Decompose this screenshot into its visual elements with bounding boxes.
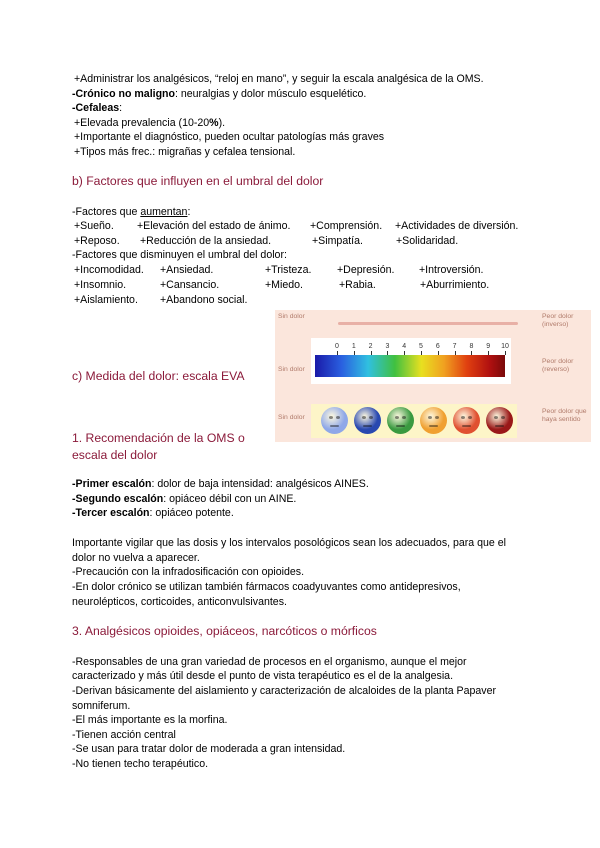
text-line bbox=[72, 101, 122, 115]
text-line: caracterizado y más útil desde el punto de vista terapéutico es el de la analgesia. bbox=[72, 670, 454, 682]
text-span: ). bbox=[218, 117, 226, 129]
factor-item: +Comprensión. bbox=[310, 220, 383, 232]
factor-item: +Elevación del estado de ánimo. bbox=[137, 220, 291, 232]
text-line: -Factores que disminuyen el umbral del dolor: bbox=[72, 249, 287, 261]
pain-face-icon bbox=[321, 407, 348, 434]
factor-item: +Rabia. bbox=[339, 279, 376, 291]
color-gradient-bar bbox=[315, 355, 505, 377]
pain-face-icon bbox=[453, 407, 480, 434]
bold-label: -Cefaleas bbox=[72, 102, 120, 114]
factor-item: +Tristeza. bbox=[265, 264, 312, 276]
text-span: -Factores que bbox=[72, 206, 141, 218]
faces-scale-box bbox=[311, 404, 517, 438]
scale-tick-label: 0 bbox=[335, 343, 339, 350]
text-span: : opiáceo débil con un AINE. bbox=[163, 493, 297, 505]
text-line: somniferum. bbox=[72, 700, 131, 712]
bold-label: -Tercer escalón bbox=[72, 507, 150, 519]
scale-tick-label: 1 bbox=[351, 343, 356, 350]
factor-item: +Aburrimiento. bbox=[420, 279, 490, 291]
pain-face-icon bbox=[387, 407, 414, 434]
eva-scale-figure bbox=[275, 310, 591, 442]
factor-item: +Sueño. bbox=[74, 220, 114, 232]
scale-tick-label: 7 bbox=[452, 343, 457, 350]
factor-item: +Actividades de diversión. bbox=[395, 220, 519, 232]
eva-line bbox=[338, 322, 518, 325]
section-heading: 3. Analgésicos opioides, opiáceos, narcóticos o mórficos bbox=[72, 624, 377, 638]
numeric-scale-box bbox=[311, 338, 511, 384]
text-span: : dolor de baja intensidad: analgésicos AINES. bbox=[151, 478, 369, 490]
section-heading: b) Factores que influyen en el umbral del dolor bbox=[72, 174, 324, 188]
text-line: -Derivan básicamente del aislamiento y caracterización de alcaloides de la planta Papaver bbox=[72, 685, 496, 697]
sin-dolor-label: Sin dolor bbox=[278, 313, 305, 320]
factor-item: +Miedo. bbox=[265, 279, 303, 291]
bold-label: % bbox=[209, 117, 219, 129]
section-heading: c) Medida del dolor: escala EVA bbox=[72, 369, 245, 383]
text-line: -Responsables de una gran variedad de procesos en el organismo, aunque el mejor bbox=[72, 656, 467, 668]
bold-label: -Primer escalón bbox=[72, 478, 152, 490]
text-line: Importante vigilar que las dosis y los intervalos posológicos sean los adecuados, para que el bbox=[72, 537, 507, 549]
pain-face-icon bbox=[486, 407, 513, 434]
scale-tick-label: 5 bbox=[419, 343, 423, 350]
factor-item: +Introversión. bbox=[419, 264, 484, 276]
peor-dolor-label: Peor dolor (reverso) bbox=[542, 358, 574, 373]
sin-dolor-label: Sin dolor bbox=[278, 414, 305, 421]
scale-tick-label: 6 bbox=[435, 343, 440, 350]
factor-item: +Abandono social. bbox=[160, 294, 248, 306]
text-line bbox=[72, 492, 296, 506]
sin-dolor-label: Sin dolor bbox=[278, 366, 305, 373]
section-heading: 1. Recomendación de la OMS o bbox=[72, 431, 245, 445]
text-line: neurolépticos, corticoides, anticonvulsivantes. bbox=[72, 596, 287, 608]
text-line: dolor no vuelva a aparecer. bbox=[72, 552, 200, 564]
factor-item: +Simpatía. bbox=[312, 235, 363, 247]
text-line: +Importante el diagnóstico, pueden ocultar patologías más graves bbox=[74, 131, 385, 143]
text-line: -El más importante es la morfina. bbox=[72, 714, 228, 726]
factor-item: +Insomnio. bbox=[74, 279, 127, 291]
text-line: +Administrar los analgésicos, “reloj en mano”, y seguir la escala analgésica de la OMS. bbox=[74, 73, 484, 85]
underlined-word: aumentan bbox=[140, 206, 188, 218]
bold-label: -Crónico no maligno bbox=[72, 88, 175, 100]
scale-tick-label: 3 bbox=[385, 343, 390, 350]
factor-item: +Reducción de la ansiedad. bbox=[140, 235, 272, 247]
factor-item: +Aislamiento. bbox=[74, 294, 138, 306]
factor-item: +Cansancio. bbox=[160, 279, 220, 291]
scale-tick-mark bbox=[505, 351, 506, 355]
text-line bbox=[72, 477, 369, 491]
factor-item: +Depresión. bbox=[337, 264, 395, 276]
scale-tick-label: 8 bbox=[469, 343, 474, 350]
text-line bbox=[72, 506, 234, 520]
bold-label: -Segundo escalón bbox=[72, 493, 164, 505]
peor-dolor-label: Peor dolor (inverso) bbox=[542, 313, 574, 328]
pain-face-icon bbox=[354, 407, 381, 434]
text-line: -No tienen techo terapéutico. bbox=[72, 758, 209, 770]
text-line: +Tipos más frec.: migrañas y cefalea tensional. bbox=[74, 146, 296, 158]
text-span: : opiáceo potente. bbox=[149, 507, 234, 519]
text-line bbox=[72, 87, 366, 101]
text-span: +Elevada prevalencia (10-20 bbox=[74, 117, 210, 129]
factor-item: +Ansiedad. bbox=[160, 264, 214, 276]
factor-item: +Reposo. bbox=[74, 235, 120, 247]
section-heading: escala del dolor bbox=[72, 448, 158, 462]
text-line bbox=[72, 205, 190, 219]
pain-face-icon bbox=[420, 407, 447, 434]
peor-dolor-label: Peor dolor que haya sentido bbox=[542, 408, 587, 423]
text-line: -Tienen acción central bbox=[72, 729, 176, 741]
text-span: : bbox=[187, 206, 191, 218]
scale-tick-label: 4 bbox=[402, 343, 407, 350]
factor-item: +Incomodidad. bbox=[74, 264, 144, 276]
text-line: -En dolor crónico se utilizan también fármacos coadyuvantes como antidepresivos, bbox=[72, 581, 461, 593]
scale-tick-label: 2 bbox=[368, 343, 373, 350]
factor-item: +Solidaridad. bbox=[396, 235, 459, 247]
scale-tick-label: 10 bbox=[501, 343, 509, 350]
text-line: -Se usan para tratar dolor de moderada a gran intensidad. bbox=[72, 743, 346, 755]
scale-tick-label: 9 bbox=[486, 343, 491, 350]
text-span: : neuralgias y dolor músculo esquelético. bbox=[175, 88, 367, 100]
text-span: : bbox=[119, 102, 123, 114]
text-line: -Precaución con la infradosificación con opioides. bbox=[72, 566, 305, 578]
text-line bbox=[74, 116, 225, 130]
